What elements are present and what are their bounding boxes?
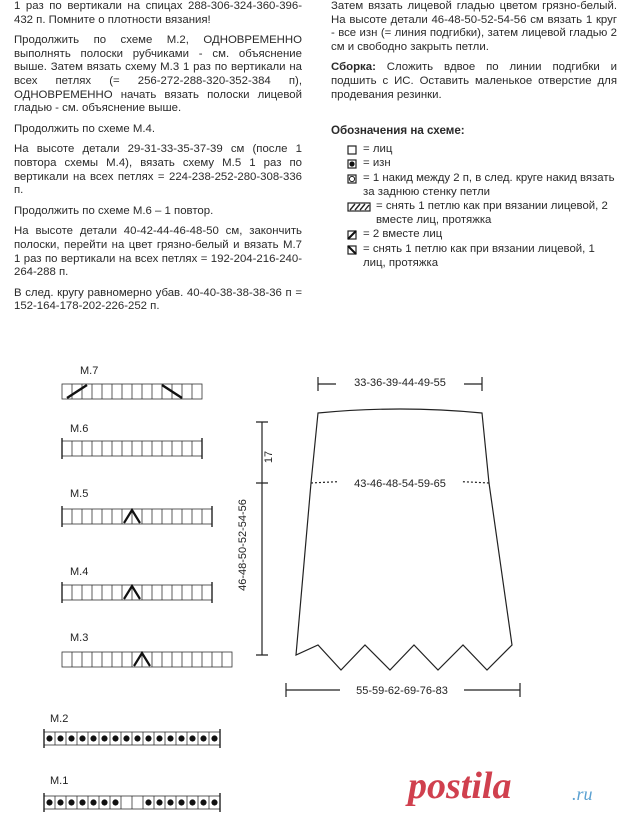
watermark-brand: postila (408, 765, 512, 807)
total-height-label: 46-48-50-52-54-56 (237, 499, 249, 591)
paragraph: На высоте детали 40-42-44-46-48-50 см, закончить полоски, перейти на цвет грязно-белый и вязать М.7 1 раз по вертикали на всех петлях = 192-204-216-240-264-288 п. (14, 225, 302, 279)
legend-text: = 2 вместе лиц (363, 228, 443, 241)
yoke-height-label: 17 (263, 450, 275, 464)
watermark-suffix: .ru (572, 784, 593, 804)
paragraph: Продолжить по схеме М.6 – 1 повтор. (14, 204, 214, 217)
bottom-width-label: 55-59-62-69-76-83 (356, 685, 448, 697)
legend-text: = снять 1 петлю как при вязании лицевой, 1 лиц, протяжка (363, 242, 595, 269)
legend-text: = лиц (363, 142, 393, 155)
paragraph: 1 раз по вертикали на спицах 288-306-324-360-396-432 п. Помните о плотности вязания! (14, 0, 302, 26)
skirt-outline (296, 409, 512, 670)
paragraph: Затем вязать лицевой гладью цветом грязно-белый. На высоте детали 46-48-50-52-54-56 см вязать 1 круг - все изн (= линия подгибки), затем лицевой гладью 2 см и свободно закрыть петли. (331, 0, 617, 53)
chart-label-m1: M.1 (50, 775, 69, 787)
chart-label-m4: M.4 (70, 566, 89, 578)
paragraph: Продолжить по схеме М.4. (14, 122, 156, 135)
paragraph: В след. кругу равномерно убав. 40-40-38-38-38-36 п = 152-164-178-202-226-252 п. (14, 286, 302, 313)
paragraph: На высоте детали 29-31-33-35-37-39 см (после 1 повтора схемы М.4), вязать схему М.5 1 раз по вертикали на всех петлях = 224-238-252-280-308-336 п. (14, 143, 302, 197)
chart-label-m6: M.6 (70, 423, 89, 435)
chart-label-m3: M.3 (70, 632, 89, 644)
height-dimension-line (256, 483, 268, 655)
assembly-text: Сложить вдвое по линии подгибки и подшить с ИС. Оставить маленькое отверстие для продевания резинки. (331, 61, 617, 101)
hip-width-label: 43-46-48-54-59-65 (354, 478, 446, 490)
chart-label-m2: M.2 (50, 713, 69, 725)
chart-label-m5: M.5 (70, 488, 89, 500)
chart-label-m7: M.7 (80, 365, 99, 377)
legend-text: = изн (363, 157, 391, 170)
legend-text: = снять 1 петлю как при вязании лицевой, 2 вместе лиц, протяжка (376, 200, 608, 226)
legend-text: = 1 накид между 2 п, в след. круге накид вязать за заднюю стенку петли (363, 171, 615, 198)
paragraph: Продолжить по схеме М.2, ОДНОВРЕМЕННО выполнять полоски рубчиками - см. объяснение выше. Затем вязать схему М.3 1 раз по вертикали на всех петлях (= 256-272-288-320-352-384 п), ОДНОВРЕМЕННО начать вязать полоски лицевой гладью - см. объяснение выше. (14, 34, 302, 115)
assembly-label: Сборка: (331, 61, 376, 74)
legend-title: Обозначения на схеме: (331, 124, 465, 138)
top-width-label: 33-36-39-44-49-55 (354, 377, 446, 389)
